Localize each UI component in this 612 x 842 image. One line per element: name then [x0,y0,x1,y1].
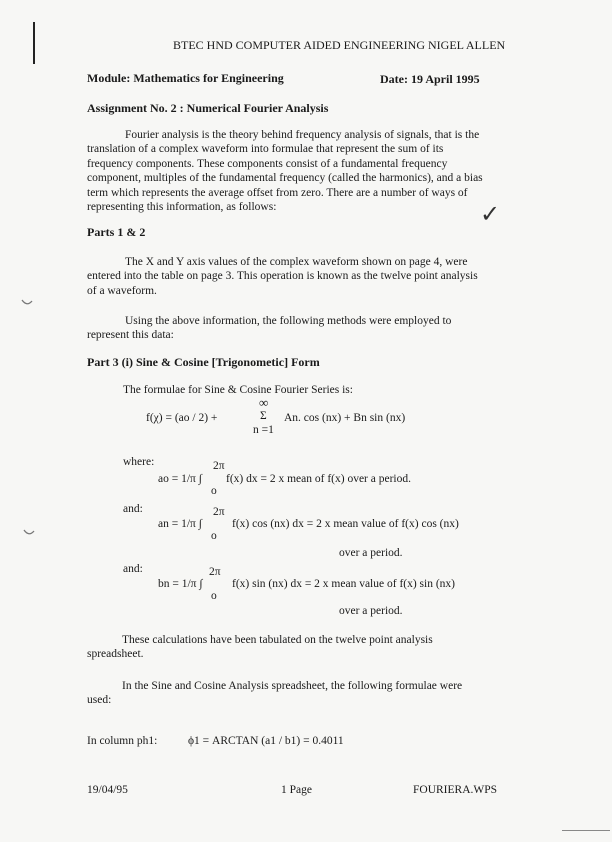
parts12-line: The X and Y axis values of the complex waveform shown on page 4, were [125,256,468,268]
calc-line: spreadsheet. [87,648,144,661]
scan-bottom-mark [562,830,610,831]
where-label: where: [123,456,155,468]
hole-punch-mark-top [20,298,34,308]
column-label: In column ph1: [87,735,158,747]
module-title: Module: Mathematics for Engineering [87,71,284,85]
ao-upper-limit: 2π [213,460,225,472]
spreadsheet-line: used: [87,694,112,707]
intro-line: Fourier analysis is the theory behind frequency analysis of signals, that is the [125,129,480,141]
footer-date: 19/04/95 [87,784,128,796]
infinity-symbol: ∞ [259,395,269,410]
ao-rhs: f(x) dx = 2 x mean of f(x) over a period. [226,473,411,485]
an-upper-limit: 2π [213,506,225,518]
bn-lower-limit: o [211,590,217,602]
footer-page: 1 Page [281,784,312,796]
spreadsheet-line: In the Sine and Cosine Analysis spreadsheet, the following formulae were [122,680,463,692]
bn-upper-limit: 2π [209,566,221,578]
intro-line: translation of a complex waveform into formulae that represent the sum of its [87,143,444,156]
scan-margin-line [33,22,35,64]
intro-paragraph [87,128,512,214]
spreadsheet-paragraph [87,679,512,708]
calc-line: These calculations have been tabulated on the twelve point analysis [122,634,433,646]
intro-line: representing this information, as follows: [87,201,277,214]
series-lower-limit: n =1 [253,424,274,436]
part3-heading: Part 3 (i) Sine & Cosine [Trigonometic] Form [87,355,320,369]
an-lhs: an = 1/π ∫ [158,518,202,530]
ao-lhs: ao = 1/π ∫ [158,473,202,485]
methods-line: Using the above information, the following methods were employed to [125,315,452,327]
bn-lhs: bn = 1/π ∫ [158,578,203,590]
ao-lower-limit: o [211,485,217,497]
and-label: and: [123,503,143,515]
an-rhs: f(x) cos (nx) dx = 2 x mean value of f(x) cos (nx) [232,518,459,530]
document-header: BTEC HND COMPUTER AIDED ENGINEERING NIGEL ALLEN [173,38,506,52]
assignment-title: Assignment No. 2 : Numerical Fourier Analysis [87,101,329,115]
series-lhs: f(χ) = (ao / 2) + [146,412,218,424]
intro-line: frequency components. These components consist of a fundamental frequency [87,157,448,170]
calculations-paragraph [87,633,512,662]
methods-line: represent this data: [87,329,174,342]
bn-continuation: over a period. [339,605,403,617]
series-intro: The formulae for Sine & Cosine Fourier Series is: [123,384,353,396]
parts12-heading: Parts 1 & 2 [87,225,146,239]
assignment-date: Date: 19 April 1995 [380,72,480,86]
intro-line: component, multiples of the fundamental frequency (called the harmonics), and a bias [87,172,483,185]
parts12-line: entered into the table on page 3. This operation is known as the twelve point analysis [87,270,478,283]
bn-rhs: f(x) sin (nx) dx = 2 x mean value of f(x) sin (nx) [232,578,456,590]
and-label-2: and: [123,563,143,575]
column-formula: ϕ1 = ARCTAN (a1 / b1) = 0.4011 [188,735,344,747]
an-lower-limit: o [211,530,217,542]
intro-line: term which represents the average offset from zero. There are a number of ways of [87,186,468,199]
an-continuation: over a period. [339,547,403,559]
footer-filename: FOURIERA.WPS [413,784,498,796]
parts12-paragraph [87,255,512,298]
tick-mark: ✓ [480,202,501,228]
parts12-line: of a waveform. [87,284,157,297]
hole-punch-mark-bottom [22,528,36,538]
sigma-symbol: Σ [260,410,267,422]
series-rhs: An. cos (nx) + Bn sin (nx) [284,412,406,424]
methods-paragraph [87,314,512,343]
